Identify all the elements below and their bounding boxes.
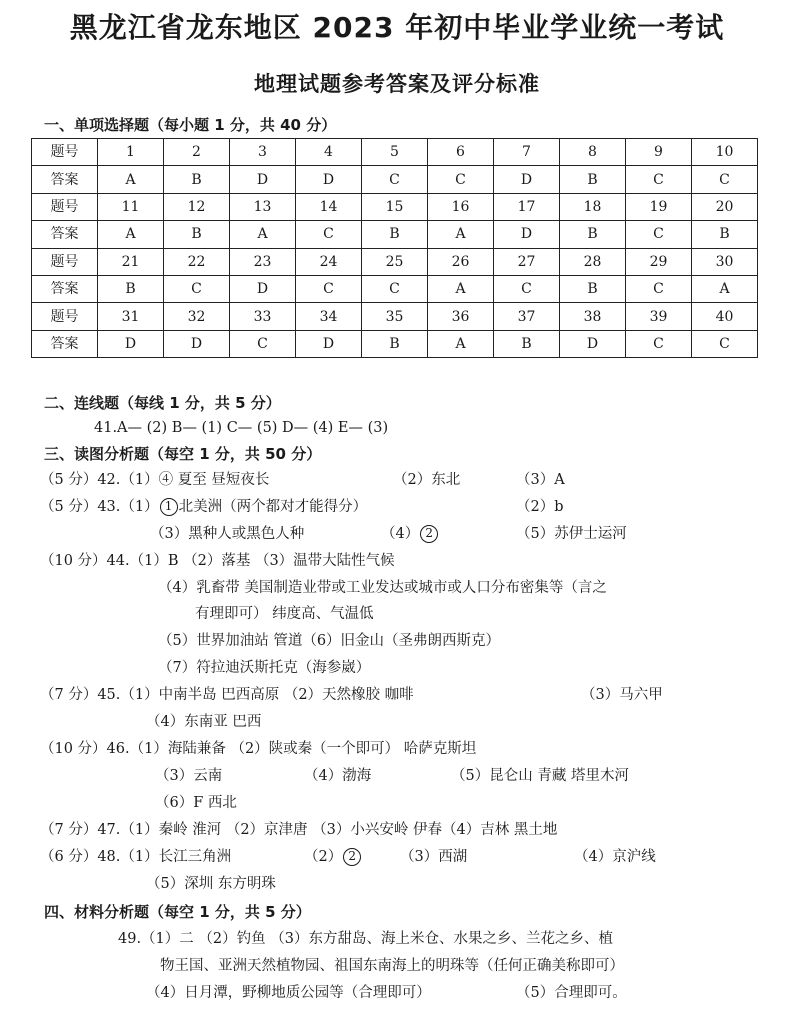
q49-line3-a: （4）日月潭，野柳地质公园等（合理即可） (146, 985, 431, 1001)
question-number-cell: 1 (98, 139, 164, 166)
answer-cell: C (494, 275, 560, 302)
answer-cell: B (362, 221, 428, 248)
q42-part-c: （2）东北 (393, 472, 461, 488)
exam-title: 黑龙江省龙东地区 2023 年初中毕业学业统一考试 (69, 11, 725, 44)
answer-row (32, 275, 758, 302)
answer-cell: B (362, 330, 428, 357)
q45-part-3: （3）马六甲 (581, 687, 663, 703)
answer-cell: C (626, 330, 692, 357)
q46-line1: （10 分）46.（1）海陆兼备 （2）陕或秦（一个即可） 哈萨克斯坦 (40, 741, 477, 757)
answer-table (31, 138, 758, 358)
q43-part-a: （5 分）43.（1） (40, 499, 159, 515)
question-number-cell: 4 (296, 139, 362, 166)
q41-answer: 41.A— (2) B— (1) C— (5) D— (4) E— (3) (94, 420, 389, 436)
answer-row-label: 答案 (32, 166, 98, 193)
answer-cell: A (428, 330, 494, 357)
question-number-cell: 2 (164, 139, 230, 166)
q43-line2-b (381, 524, 439, 544)
question-number-cell: 14 (296, 193, 362, 220)
answer-cell: C (626, 221, 692, 248)
q45-line1: （7 分）45.（1）中南半岛 巴西高原 （2）天然橡胶 咖啡 (40, 687, 414, 703)
answer-cell: C (692, 330, 758, 357)
answer-cell: D (494, 221, 560, 248)
question-number-cell: 32 (164, 303, 230, 330)
q48-part-d: （4）京沪线 (574, 849, 656, 865)
answer-cell: A (98, 221, 164, 248)
question-number-cell: 37 (494, 303, 560, 330)
q46-part-3: （3）云南 (155, 768, 223, 784)
answer-cell: C (230, 330, 296, 357)
answer-cell: B (164, 166, 230, 193)
q44-line3: 有理即可） 纬度高、气温低 (195, 606, 374, 622)
question-number-cell: 27 (494, 248, 560, 275)
answer-cell: B (98, 275, 164, 302)
question-number-cell: 18 (560, 193, 626, 220)
question-number-row-label: 题号 (32, 303, 98, 330)
question-number-cell: 25 (362, 248, 428, 275)
answer-row (32, 221, 758, 248)
answer-cell: D (230, 275, 296, 302)
answer-cell: C (428, 166, 494, 193)
question-number-cell: 34 (296, 303, 362, 330)
q48-part-2 (304, 847, 362, 867)
q48-part-a: （6 分）48.（1）长江三角洲 (40, 849, 232, 865)
question-number-cell: 11 (98, 193, 164, 220)
question-number-cell: 23 (230, 248, 296, 275)
question-number-cell: 38 (560, 303, 626, 330)
answer-cell: D (164, 330, 230, 357)
q42-circled-answer: ④ (158, 472, 174, 488)
section4-heading: 四、材料分析题（每空 1 分，共 5 分） (44, 903, 311, 921)
q48-circled-answer: 2 (343, 848, 361, 866)
q42-part-b: 夏至 昼短夜长 (173, 472, 270, 488)
question-number-row (32, 248, 758, 275)
question-number-cell: 22 (164, 248, 230, 275)
question-number-cell: 5 (362, 139, 428, 166)
q42-part-a: （5 分）42.（1） (40, 472, 159, 488)
question-number-cell: 29 (626, 248, 692, 275)
answer-cell: D (98, 330, 164, 357)
question-number-cell: 19 (626, 193, 692, 220)
question-number-cell: 17 (494, 193, 560, 220)
answer-row-label: 答案 (32, 221, 98, 248)
answer-cell: C (692, 166, 758, 193)
q44-line2: （4）乳畜带 美国制造业带或工业发达或城市或人口分布密集等（言之 (158, 580, 607, 596)
question-number-cell: 40 (692, 303, 758, 330)
answer-cell: C (626, 166, 692, 193)
q49-line3-b: （5）合理即可。 (516, 985, 627, 1001)
section1-heading: 一、单项选择题（每小题 1 分，共 40 分） (44, 116, 337, 134)
answer-cell: C (164, 275, 230, 302)
q46-line3: （6）F 西北 (155, 795, 237, 811)
question-number-cell: 36 (428, 303, 494, 330)
answer-cell: B (494, 330, 560, 357)
section2-heading: 二、连线题（每线 1 分，共 5 分） (44, 394, 281, 412)
question-number-cell: 10 (692, 139, 758, 166)
answer-cell: D (230, 166, 296, 193)
answer-row-label: 答案 (32, 275, 98, 302)
answer-cell: C (362, 166, 428, 193)
q44-line1: （10 分）44.（1）B （2）落基 （3）温带大陆性气候 (40, 553, 395, 569)
q48-part-b: （2） (304, 849, 343, 865)
q43-line2-a: （3）黑种人或黑色人种 (150, 526, 305, 542)
question-number-cell: 39 (626, 303, 692, 330)
question-number-row-label: 题号 (32, 139, 98, 166)
q43-line2-c: （5）苏伊士运河 (516, 526, 627, 542)
q46-part-5: （5）昆仑山 青藏 塔里木河 (451, 768, 629, 784)
answer-cell: C (626, 275, 692, 302)
question-number-cell: 16 (428, 193, 494, 220)
question-number-cell: 20 (692, 193, 758, 220)
question-number-row (32, 193, 758, 220)
question-number-cell: 15 (362, 193, 428, 220)
answer-cell: C (296, 221, 362, 248)
answer-cell: D (296, 166, 362, 193)
answer-cell: D (296, 330, 362, 357)
question-number-cell: 7 (494, 139, 560, 166)
question-number-cell: 35 (362, 303, 428, 330)
answer-cell: B (560, 166, 626, 193)
q44-line4: （5）世界加油站 管道（6）旧金山（圣弗朗西斯克） (158, 633, 501, 649)
answer-cell: C (296, 275, 362, 302)
q49-line1: 49.（1）二 （2）钓鱼 （3）东方甜岛、海上米仓、水果之乡、兰花之乡、植 (118, 931, 613, 947)
q43-part-b: 北美洲（两个都对才能得分） (178, 499, 368, 515)
answer-cell: D (494, 166, 560, 193)
answer-row (32, 166, 758, 193)
answer-cell: D (560, 330, 626, 357)
section3-heading: 三、读图分析题（每空 1 分，共 50 分） (44, 445, 322, 463)
q46-part-4: （4）渤海 (304, 768, 372, 784)
answer-row-label: 答案 (32, 330, 98, 357)
question-number-cell: 31 (98, 303, 164, 330)
answer-cell: A (98, 166, 164, 193)
question-number-cell: 26 (428, 248, 494, 275)
q43-part-c: （2）b (516, 499, 564, 515)
q43-circled-answer-2: 2 (420, 525, 438, 543)
q43-part-4: （4） (381, 526, 420, 542)
answer-cell: A (428, 221, 494, 248)
question-number-row (32, 303, 758, 330)
question-number-cell: 3 (230, 139, 296, 166)
question-number-cell: 8 (560, 139, 626, 166)
q48-part-c: （3）西湖 (400, 849, 468, 865)
q49-line2: 物王国、亚洲天然植物园、祖国东南海上的明珠等（任何正确美称即可） (160, 958, 624, 974)
question-number-cell: 30 (692, 248, 758, 275)
q47-line: （7 分）47.（1）秦岭 淮河 （2）京津唐 （3）小兴安岭 伊春（4）吉林 黑土地 (40, 822, 558, 838)
question-number-row (32, 139, 758, 166)
exam-subtitle: 地理试题参考答案及评分标准 (254, 72, 540, 96)
q44-line5: （7）符拉迪沃斯托克（海参崴） (158, 660, 371, 676)
answer-cell: A (692, 275, 758, 302)
q42-line (40, 470, 269, 490)
q48-line2: （5）深圳 东方明珠 (146, 876, 276, 892)
q43-line1 (40, 497, 367, 517)
question-number-cell: 13 (230, 193, 296, 220)
answer-cell: B (560, 221, 626, 248)
q43-circled-answer: 1 (160, 498, 178, 516)
answer-cell: C (362, 275, 428, 302)
answer-cell: B (560, 275, 626, 302)
q42-part-d: （3）A (516, 472, 565, 488)
q45-line2: （4）东南亚 巴西 (146, 714, 262, 730)
question-number-cell: 28 (560, 248, 626, 275)
answer-cell: A (230, 221, 296, 248)
question-number-row-label: 题号 (32, 193, 98, 220)
answer-row (32, 330, 758, 357)
question-number-cell: 24 (296, 248, 362, 275)
question-number-row-label: 题号 (32, 248, 98, 275)
question-number-cell: 6 (428, 139, 494, 166)
question-number-cell: 33 (230, 303, 296, 330)
answer-cell: B (692, 221, 758, 248)
question-number-cell: 21 (98, 248, 164, 275)
answer-cell: B (164, 221, 230, 248)
answer-cell: A (428, 275, 494, 302)
question-number-cell: 12 (164, 193, 230, 220)
question-number-cell: 9 (626, 139, 692, 166)
